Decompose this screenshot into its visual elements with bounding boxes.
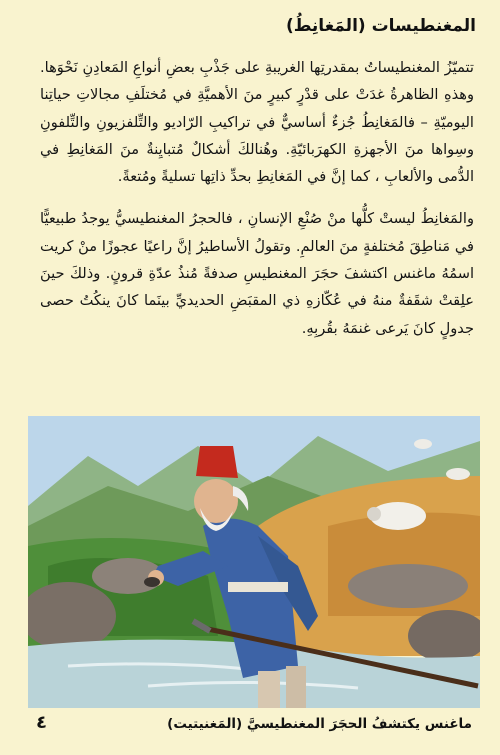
page-number: ٤ [36,712,47,733]
body-text [40,54,474,357]
page-title: المغنطيسات (المَغانِطُ) [285,16,476,36]
paragraph-1: تتميّزُ المغنطيساتُ بمقدرتِها الغريبةِ على جَذْبِ بعضِ أنواعِ المَعادِنِ نَحْوَها. وهذهِ الظاهرةُ غدَتْ على قدْرٍ كبيرٍ منَ الأهميَّةِ في مُختلَفِ مجالاتِ حياتِنا اليوميّةِ – فالمَغانِطُ جُزءٌ أساسيٌّ في تراكيبِ الرّاديو والتِّلفزيونِ والتِّلفونِ وسِواها منَ الأجهزةِ الكهرَبائيّةِ. وهُنالكَ أشكالٌ مُتبايِنةٌ منَ المَغانِطِ في الدُّمى والألعابِ ، كما إنَّ في المَغانِطِ بحدِّ ذاتِها تسليةً ومُتعةً. [40,59,474,186]
illustration-caption: ماغنس يكتشفُ الحجَرَ المغنطيسيَّ (المَغنيتيت) [167,716,472,732]
paragraph-2: والمَغانِطُ ليستْ كلُّها منْ صُنْعِ الإنسانِ ، فالحجرُ المغنطيسيُّ يوجدُ طبيعيًّا في مَناطِقَ مُختلفةٍ منَ العالمِ. وتقولُ الأساطيرُ إنَّ راعيًا عجوزًا منْ كريت اسمُهُ ماغنس اكتشفَ حجَرَ المغنطيسِ صدفةً مُنذُ عدّةِ قرونٍ. وذلكَ حينَ علِقتْ شقَفةٌ منهُ في عُكّازهِ ذي المقبَضِ الحديديِّ بينَما كانَ ينكُتُ حصى جدولٍ كانَ يَرعى غنمَهُ بقُربِهِ. [40,210,474,337]
illustration-shepherd-magnes [28,416,480,708]
